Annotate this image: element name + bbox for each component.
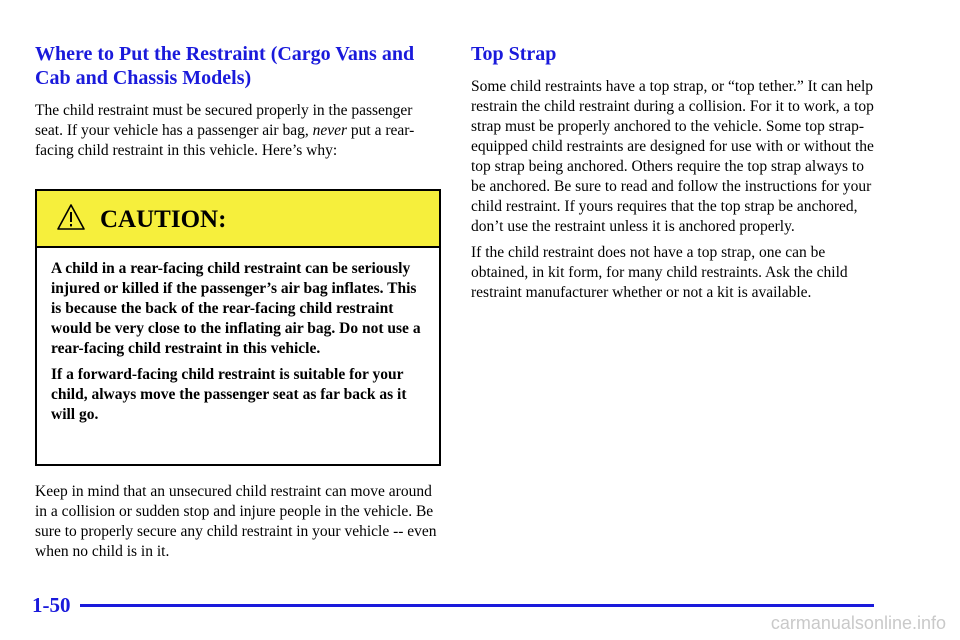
caution-box <box>35 189 441 466</box>
left-column <box>35 42 441 167</box>
warning-triangle-icon <box>56 203 86 231</box>
intro-emphasis: never <box>312 122 348 139</box>
caution-title: CAUTION: <box>100 206 227 233</box>
caution-header <box>37 191 439 248</box>
section-heading-top-strap: Top Strap <box>471 43 557 65</box>
caution-paragraph: A child in a rear-facing child restraint can be seriously injured or killed if the passenger’s air bag inflates. This is because the back of the rear-facing child restraint would be very close to the inflating air bag. Do not use a rear-facing child restraint in this vehicle. <box>51 260 421 357</box>
intro-text-start: The child restraint must be secured properly in the passenger seat. If your vehicle has a passenger air bag, <box>35 102 413 139</box>
top-strap-paragraph: Some child restraints have a top strap, or “top tether.” It can help restrain the child restraint during a collision. For it to work, a top strap must be properly anchored to the vehicle. Some top strap-equipped child restraints are designed for use with or without the top strap being anchored. Others require the top strap always to be anchored. Be sure to read and follow the instructions for your child restraint. If yours requires that the top strap be anchored, don’t use the restraint unless it is anchored properly. <box>471 78 874 235</box>
footer-rule <box>80 604 874 607</box>
after-caution-paragraph: Keep in mind that an unsecured child restraint can move around in a collision or sudden stop and injure people in the vehicle. Be sure to properly secure any child restraint in your vehicle -- even when no child is in it. <box>35 483 437 560</box>
intro-text-end: put a rear-facing child restraint in this vehicle. Here’s why: <box>35 122 415 159</box>
section-heading-restraint-placement: Where to Put the Restraint (Cargo Vans and Cab and Chassis Models) <box>35 43 415 89</box>
right-column <box>471 42 881 309</box>
intro-paragraph <box>35 101 441 161</box>
caution-paragraph: If a forward-facing child restraint is suitable for your child, always move the passenger seat as far back as it will go. <box>51 366 407 423</box>
after-caution-block <box>35 482 441 568</box>
page-number: 1-50 <box>32 593 71 617</box>
watermark: carmanualsonline.info <box>770 613 946 633</box>
top-strap-paragraph: If the child restraint does not have a top strap, one can be obtained, in kit form, for many child restraints. Ask the child restraint manufacturer whether or not a kit is available. <box>471 244 848 301</box>
caution-body <box>37 248 439 425</box>
